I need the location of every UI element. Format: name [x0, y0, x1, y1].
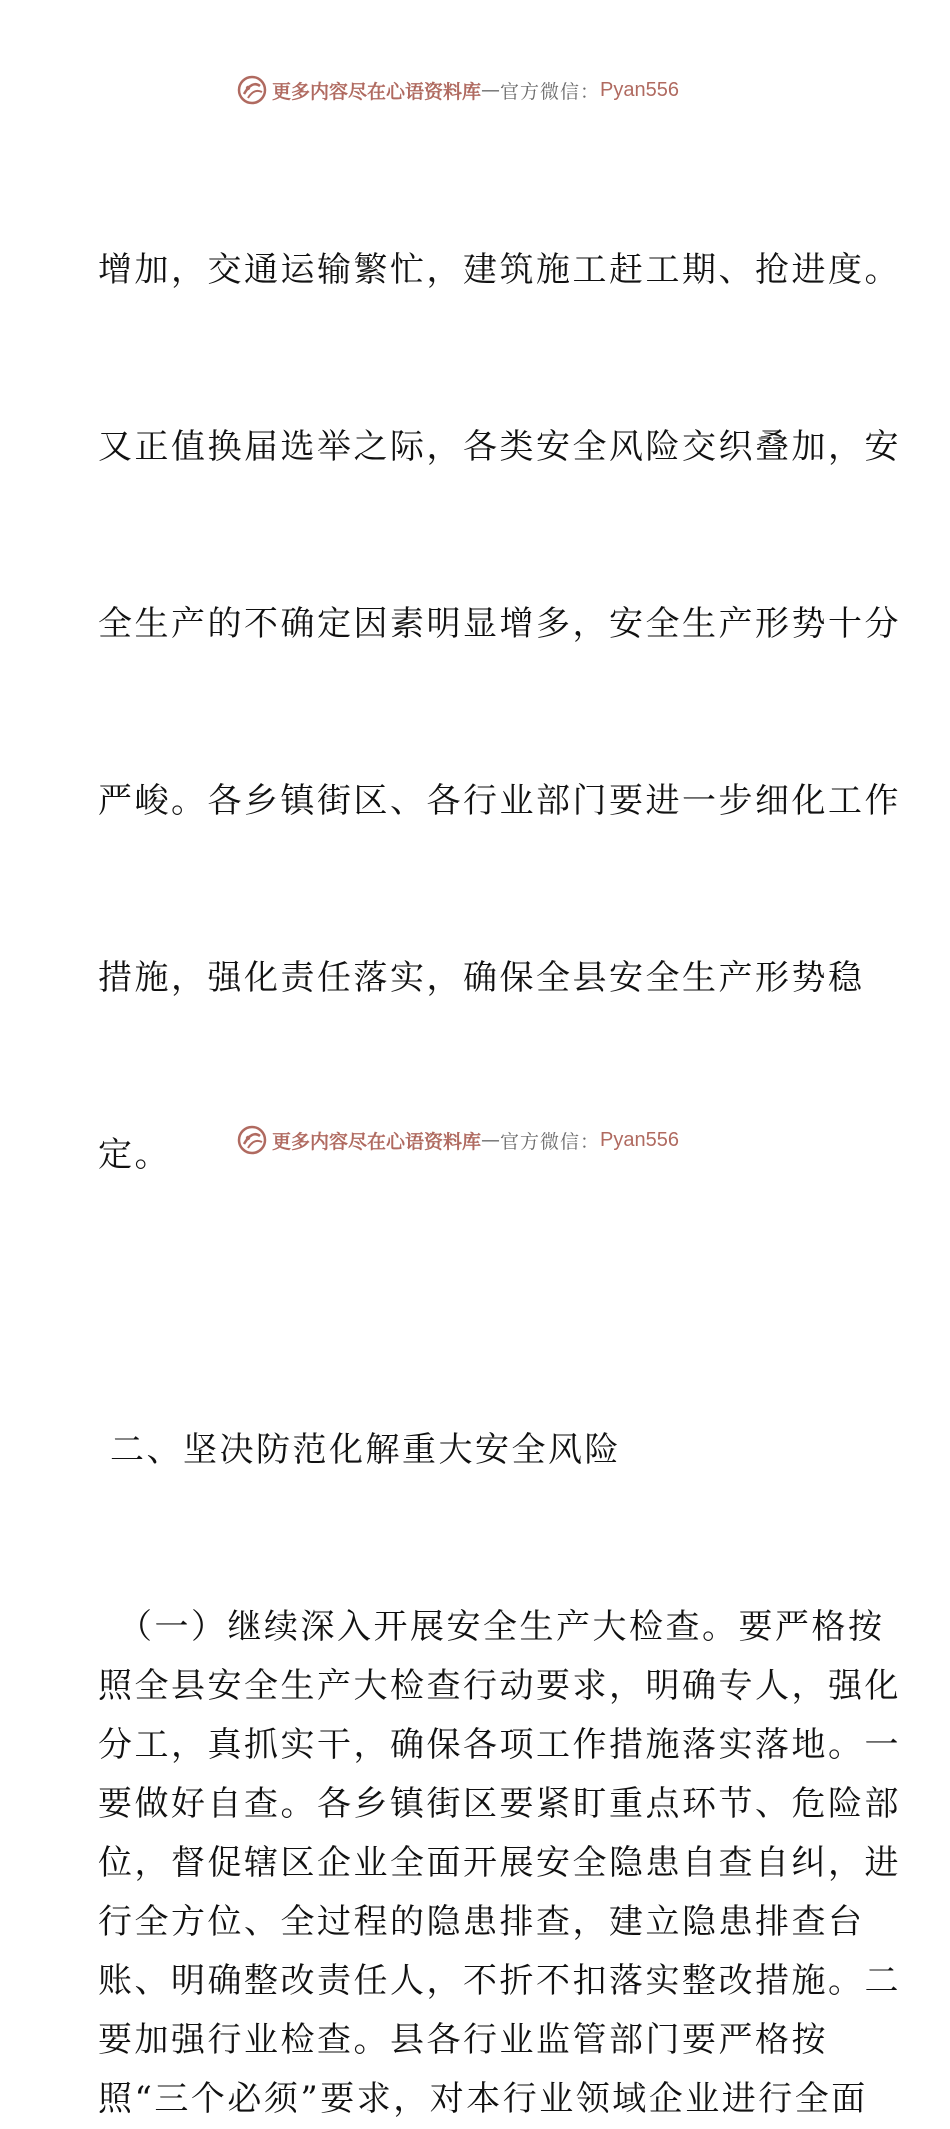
text-line: 要加强行业检查。县各行业监管部门要严格按 — [98, 2020, 828, 2060]
logo-icon — [236, 1124, 268, 1156]
paragraph-2 — [98, 1598, 901, 2129]
watermark-wechat-id: Pyan556 — [600, 78, 679, 101]
footer-watermark — [236, 1123, 679, 1157]
text-line: 措施，强化责任落实，确保全县安全生产形势稳 — [98, 958, 865, 998]
watermark-dash: — — [481, 1129, 501, 1151]
text-line: 照全县安全生产大检查行动要求，明确专人，强化 — [98, 1666, 901, 1706]
watermark-wechat-label: 官方微信： — [500, 80, 601, 103]
text-line: 账、明确整改责任人，不折不扣落实整改措施。二 — [98, 1961, 901, 2001]
text-line: 要做好自查。各乡镇街区要紧盯重点环节、危险部 — [98, 1784, 901, 1824]
text-line: 分工，真抓实干，确保各项工作措施落实落地。一 — [98, 1725, 901, 1765]
text-line: 全生产的不确定因素明显增多，安全生产形势十分 — [98, 604, 901, 644]
watermark-dash: — — [481, 79, 501, 101]
logo-icon — [236, 74, 268, 106]
text-line: 照“三个必须”要求，对本行业领域企业进行全面 — [98, 2079, 868, 2119]
text-line: 行全方位、全过程的隐患排查，建立隐患排查台 — [98, 1902, 865, 1942]
text-line: 严峻。各乡镇街区、各行业部门要进一步细化工作 — [98, 781, 901, 821]
text-line: 位，督促辖区企业全面开展安全隐患自查自纠，进 — [98, 1843, 901, 1883]
section-heading — [110, 1303, 858, 1598]
watermark-wechat-id: Pyan556 — [600, 1128, 679, 1151]
header-watermark — [236, 73, 679, 107]
text-line: （一）继续深入开展安全生产大检查。要严格按 — [118, 1607, 885, 1647]
watermark-text: 更多内容尽在心语资料库 — [272, 80, 482, 103]
text-line: 增加，交通运输繁忙，建筑施工赶工期、抢进度。 — [98, 250, 901, 290]
watermark-wechat-label: 官方微信： — [500, 1130, 601, 1153]
text-line: 定。 — [98, 1135, 171, 1175]
watermark-text: 更多内容尽在心语资料库 — [272, 1130, 482, 1153]
section-heading-text: 二、坚决防范化解重大安全风险 — [110, 1430, 621, 1470]
text-line: 又正值换届选举之际，各类安全风险交织叠加，安 — [98, 427, 901, 467]
